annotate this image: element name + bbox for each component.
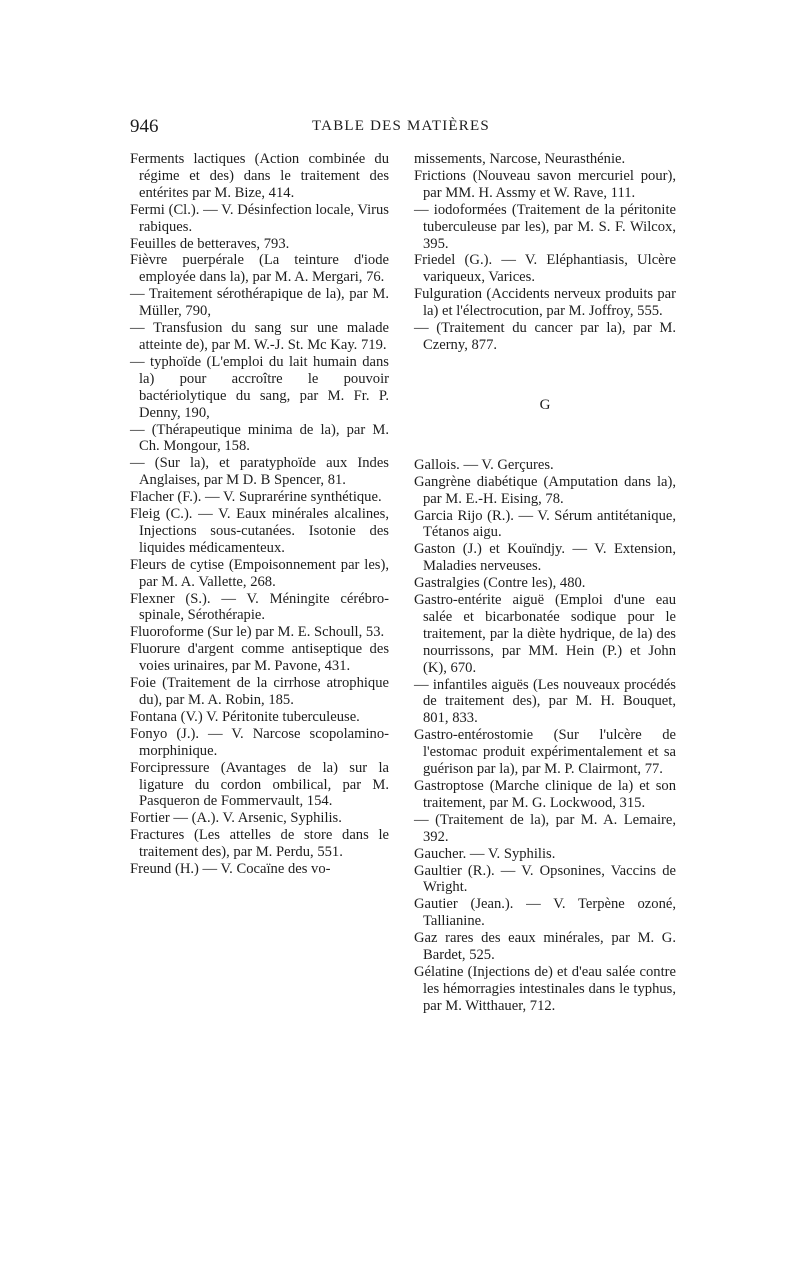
index-entry: Fluoroforme (Sur le) par M. E. Schoull, 53. [130,624,385,641]
index-entry: — Traitement sérothérapique de la), par M. Müller, 790, [130,286,389,320]
index-entry: Frictions (Nouveau savon mercuriel pour), par MM. H. Assmy et W. Rave, 111. [414,167,676,201]
index-entry: Fonyo (J.). — V. Narcose scopolamino-morphinique. [130,725,389,759]
page-header [130,116,680,140]
index-entry: Gautier (Jean.). — V. Terpène ozoné, Tallianine. [414,896,676,930]
index-entry: Fluorure d'argent comme antiseptique des voies urinaires, par M. Pavone, 431. [130,641,389,675]
index-entry: — typhoïde (L'emploi du lait humain dans la) pour accroître le pouvoir bactériolytique du sang, par M. Fr. P. Denny, 190, [130,353,389,421]
index-entry: Feuilles de betteraves, 793. [130,235,290,252]
index-entry: Gastroptose (Marche clinique de la) et son traitement, par M. G. Lockwood, 315. [414,778,676,811]
index-entry: Fermi (Cl.). — V. Désinfection locale, Virus rabiques. [130,201,389,235]
index-entry: Gastro-entérostomie (Sur l'ulcère de l'estomac produit expérimentalement et sa guérison par la), par M. P. Clairmont, 77. [414,727,676,778]
index-entry: Fractures (Les attelles de store dans le traitement des), par M. Perdu, 551. [130,827,389,861]
index-entry: Gaultier (R.). — V. Opsonines, Vaccins de Wright. [414,862,676,896]
index-entry: Flexner (S.). — V. Méningite cérébro-spinale, Sérothérapie. [130,590,389,624]
index-entry: Fontana (V.) V. Péritonite tuberculeuse. [130,708,360,725]
index-entry: — (Traitement de la), par M. A. Lemaire, 392. [414,811,676,845]
index-entry: Gangrène diabétique (Amputation dans la), par M. E.-H. Eising, 78. [414,473,676,507]
left-column [130,151,389,878]
index-entry: — Transfusion du sang sur une malade atteinte de), par M. W.-J. St. Mc Kay. 719. [130,320,389,353]
index-entry: Gaston (J.) et Kouïndjy. — V. Extension, Maladies nerveuses. [414,541,676,575]
index-entry: — (Sur la), et paratyphoïde aux Indes Anglaises, par M D. B Spencer, 81. [130,455,389,489]
section-letter: G [539,396,551,413]
index-entry: — (Traitement du cancer par la), par M. Czerny, 877. [414,320,676,353]
index-entry: Fortier — (A.). V. Arsenic, Syphilis. [130,810,342,827]
index-entry: Fleurs de cytise (Empoisonnement par les), par M. A. Vallette, 268. [130,556,389,590]
index-entry: Garcia Rijo (R.). — V. Sérum antitétanique, Tétanos aigu. [414,507,676,541]
index-entry: Fulguration (Accidents nerveux produits par la) et l'électrocution, par M. Joffroy, 555. [414,286,676,320]
index-entry: — infantiles aiguës (Les nouveaux procédés de traitement des), par M. H. Bouquet, 801, 833. [414,676,676,727]
index-entry: — (Thérapeutique minima de la), par M. Ch. Mongour, 158. [130,421,389,455]
index-entry: Flacher (F.). — V. Suprarérine synthétique. [130,489,382,506]
index-entry: Fleig (C.). — V. Eaux minérales alcalines, Injections sous-cutanées. Isotonie des liquides médicamenteux. [130,506,389,556]
index-entry: — iodoformées (Traitement de la péritonite tuberculeuse par les), par M. S. F. Wilcox, 395. [414,201,676,252]
right-column [414,151,676,1015]
index-entry: Gélatine (Injections de) et d'eau salée contre les hémorragies intestinales dans le typhus, par M. Witthauer, 712. [414,963,676,1014]
index-entry: Gaz rares des eaux minérales, par M. G. Bardet, 525. [414,930,676,964]
index-entry: Foie (Traitement de la cirrhose atrophique du), par M. A. Robin, 185. [130,675,389,708]
index-entry: Fièvre puerpérale (La teinture d'iode employée dans la), par M. A. Mergari, 76. [130,252,389,286]
page-number: 946 [130,116,159,137]
index-entry: Gastralgies (Contre les), 480. [414,575,586,592]
running-title: TABLE DES MATIÈRES [312,118,490,134]
index-entry: Friedel (G.). — V. Eléphantiasis, Ulcère variqueux, Varices. [414,252,676,286]
index-entry: Gaucher. — V. Syphilis. [414,845,556,862]
index-entry: Ferments lactiques (Action combinée du régime et des) dans le traitement des entérites par M. Bize, 414. [130,151,389,201]
index-entry: Freund (H.) — V. Cocaïne des vo- [130,861,331,878]
index-entry: Gallois. — V. Gerçures. [414,456,554,473]
index-entry: Forcipressure (Avantages de la) sur la ligature du cordon ombilical, par M. Pasqueron de Fommervault, 154. [130,759,389,810]
index-entry: missements, Narcose, Neurasthénie. [414,151,626,167]
index-entry: Gastro-entérite aiguë (Emploi d'une eau salée et bicarbonatée sodique pour le traitement, par la diète hydrique, de la) des nourrissons, par MM. Hein (P.) et John (K), 670. [414,592,676,676]
